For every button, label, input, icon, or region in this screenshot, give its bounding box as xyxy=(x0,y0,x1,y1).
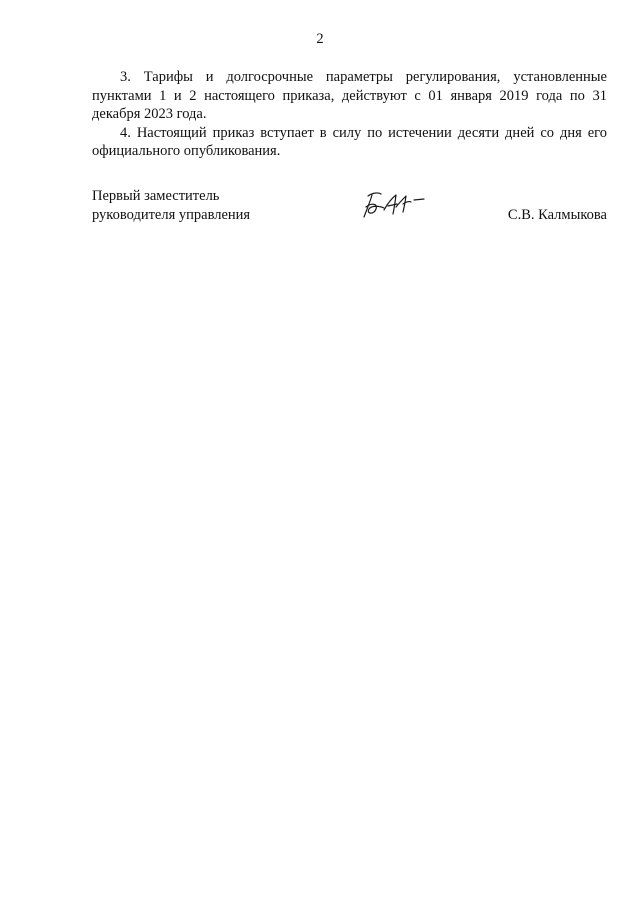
paragraph-effective-date: 4. Настоящий приказ вступает в силу по истечении десяти дней со дня его официального опубликования. xyxy=(92,124,607,159)
handwritten-signature xyxy=(360,190,435,222)
signer-position-line1: Первый заместитель xyxy=(92,188,220,204)
paragraph-tariff-validity: 3. Тарифы и долгосрочные параметры регулирования, установленные пунктами 1 и 2 настоящего приказа, действуют с 01 января 2019 года по 31 декабря 2023 года. xyxy=(92,69,607,122)
document-body xyxy=(92,68,607,161)
signer-name: С.В. Калмыкова xyxy=(507,207,607,223)
signer-position xyxy=(92,187,250,225)
page-number: 2 xyxy=(316,31,324,47)
signer-position-line2: руководителя управления xyxy=(92,207,251,223)
